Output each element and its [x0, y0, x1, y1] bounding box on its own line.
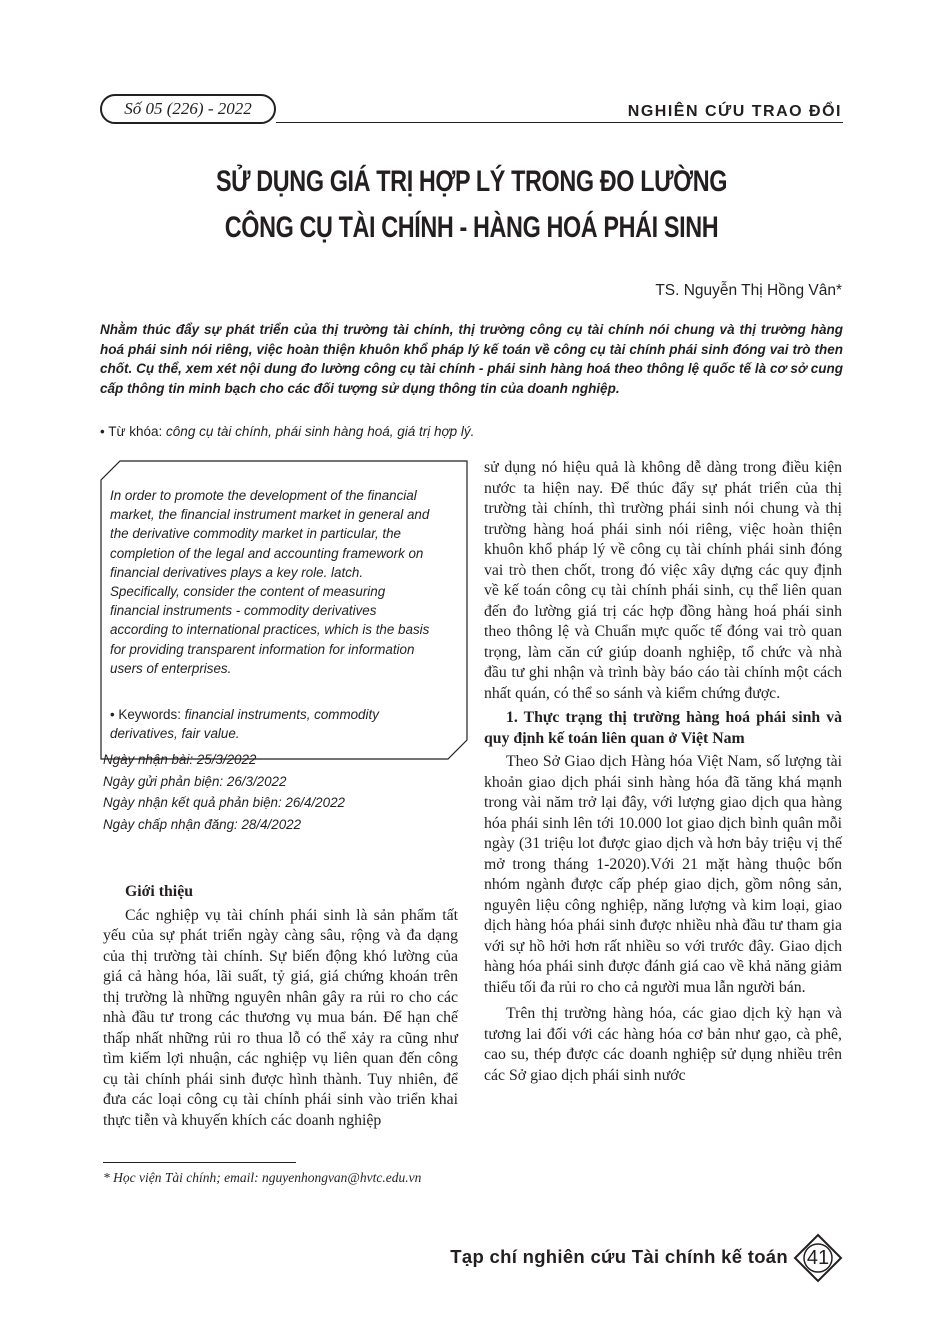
author: TS. Nguyễn Thị Hồng Vân* — [655, 282, 842, 299]
section-1-paragraph-1: Theo Sở Giao dịch Hàng hóa Việt Nam, số lượng tài khoản giao dịch phái sinh hàng hóa đã tăng khá mạnh trong vài năm trở lại đây, với lượng giao dịch qua hàng hóa phái sinh lên tới 10.000 lot giao dịch bình quân mỗi ngày (31 triệu lot được giao dịch và hơn bảy triệu vị thế mở trong tháng 1-2020).Với 21 mặt hàng thuộc bốn nhóm ngành được cấp phép giao dịch, gồm nông sản, nguyên liệu công nghiệp, năng lượng và kim loại, giao dịch hàng hóa phái sinh được nhiều nhà đầu tư tham gia với sự hồ hởi hơn rất nhiều so với trước đây. Giao dịch hàng hóa phái sinh được đánh giá cao về khả năng giảm thiểu tối đa rủi ro cho cả người mua lẫn người bán. — [484, 753, 842, 996]
header-rule — [276, 122, 843, 123]
section-1-heading: 1. Thực trạng thị trường hàng hoá phái sinh và quy định kế toán liên quan ở Việt Nam — [484, 709, 842, 747]
body-right-column — [484, 458, 842, 1086]
date-accepted: Ngày chấp nhận đăng: 28/4/2022 — [103, 816, 302, 832]
footnote-rule — [103, 1162, 296, 1163]
abstract-english: In order to promote the development of the financial market, the financial instrument market in general and the derivative commodity market in particular, the completion of the legal and accounting framework on financial derivatives plays a key role. latch. Specifically, consider the content of measuring financial instruments - commodity derivatives according to international practices, which is the basis for providing transparent information for information users of enterprises. — [110, 488, 430, 676]
keywords-terms: công cụ tài chính, phái sinh hàng hoá, giá trị hợp lý. — [166, 424, 475, 439]
keywords-vietnamese — [100, 424, 474, 439]
body-left-column — [103, 882, 458, 1131]
page-number-badge — [793, 1233, 843, 1283]
section-label: NGHIÊN CỨU TRAO ĐỔI — [627, 103, 842, 120]
journal-name: Tạp chí nghiên cứu Tài chính kế toán — [450, 1246, 788, 1267]
date-received: Ngày nhận bài: 25/3/2022 — [103, 752, 257, 767]
article-title-line-1: SỬ DỤNG GIÁ TRỊ HỢP LÝ TRONG ĐO LƯỜNG — [215, 165, 728, 198]
abstract-vietnamese: Nhằm thúc đẩy sự phát triển của thị trường tài chính, thị trường công cụ tài chính nói chung và thị trường hàng hoá phái sinh nói riêng, việc hoàn thiện khuôn khổ pháp lý kế toán về công cụ tài chính phái sinh đóng vai trò then chốt. Cụ thể, xem xét nội dung đo lường công cụ tài chính - phái sinh hàng hoá theo thông lệ quốc tế là cơ sở cung cấp thông tin minh bạch cho các đối tượng sử dụng thông tin của doanh nghiệp. — [100, 322, 843, 396]
page-number: 41 — [806, 1246, 830, 1269]
issue-number: Số 05 (226) - 2022 — [124, 99, 252, 118]
section-1-paragraph-2: Trên thị trường hàng hóa, các giao dịch kỳ hạn và tương lai đối với các hàng hóa cơ bản như gạo, cà phê, cao su, thép được các doanh nghiệp sử dụng nhiều trên các Sở giao dịch phái sinh nước — [484, 1005, 842, 1084]
submission-dates — [103, 749, 345, 835]
keywords-en-terms: financial instruments, commodity derivatives, fair value. — [110, 707, 379, 742]
footnote: * Học viện Tài chính; email: nguyenhongvan@hvtc.edu.vn — [103, 1170, 422, 1185]
keywords-label: • Từ khóa: — [100, 424, 167, 439]
intro-paragraph: Các nghiệp vụ tài chính phái sinh là sản phẩm tất yếu của sự phát triển ngày càng sâu, rộng và đa dạng của thị trường tài chính. Sự biến động khó lường của giá cả hàng hóa, lãi suất, tỷ giá, giá chứng khoán trên thị trường là những nguyên nhân gây ra rủi ro cho các nhà đầu tư trong các thương vụ mua bán. Để hạn chế thấp nhất những rủi ro thua lỗ có thể xảy ra cũng như tìm kiếm lợi nhuận, các nghiệp vụ liên quan đến công cụ tài chính phái sinh được hình thành. Tuy nhiên, để đưa các loại công cụ tài chính phái sinh vào triển khai thực tiễn và khuyến khích các doanh nghiệp — [103, 906, 458, 1129]
issue-badge — [100, 94, 276, 124]
article-title-line-2: CÔNG CỤ TÀI CHÍNH - HÀNG HOÁ PHÁI SINH — [224, 211, 719, 244]
intro-heading: Giới thiệu — [125, 883, 193, 900]
keywords-english — [110, 705, 436, 743]
date-sent-review: Ngày gửi phản biện: 26/3/2022 — [103, 773, 287, 789]
date-review-result: Ngày nhận kết quả phản biện: 26/4/2022 — [103, 795, 345, 810]
keywords-en-label: • Keywords: — [110, 707, 185, 722]
intro-paragraph-continued: sử dụng nó hiệu quả là không dễ dàng trong điều kiện nước ta hiện nay. Để thúc đẩy sự phát triển của thị trường tài chính, thì trường phái sinh nói chung và thị trường hàng hoá phái sinh nói riêng, việc hoàn thiện khuôn khổ pháp lý về công cụ tài chính phái sinh đóng vai trò then chốt, trong đó việc xây dựng các quy định về kế toán công cụ tài chính phái sinh, cụ thể liên quan đến đo lường giá trị các hợp đồng hàng hoá phái sinh theo thông lệ và Chuẩn mực quốc tế đóng vai trò quan trọng, làm căn cứ giúp doanh nghiệp, tổ chức và nhà đầu tư ghi nhận và trình bày báo cáo tài chính một cách nhất quán, có thể so sánh và kiểm chứng được. — [484, 459, 842, 702]
